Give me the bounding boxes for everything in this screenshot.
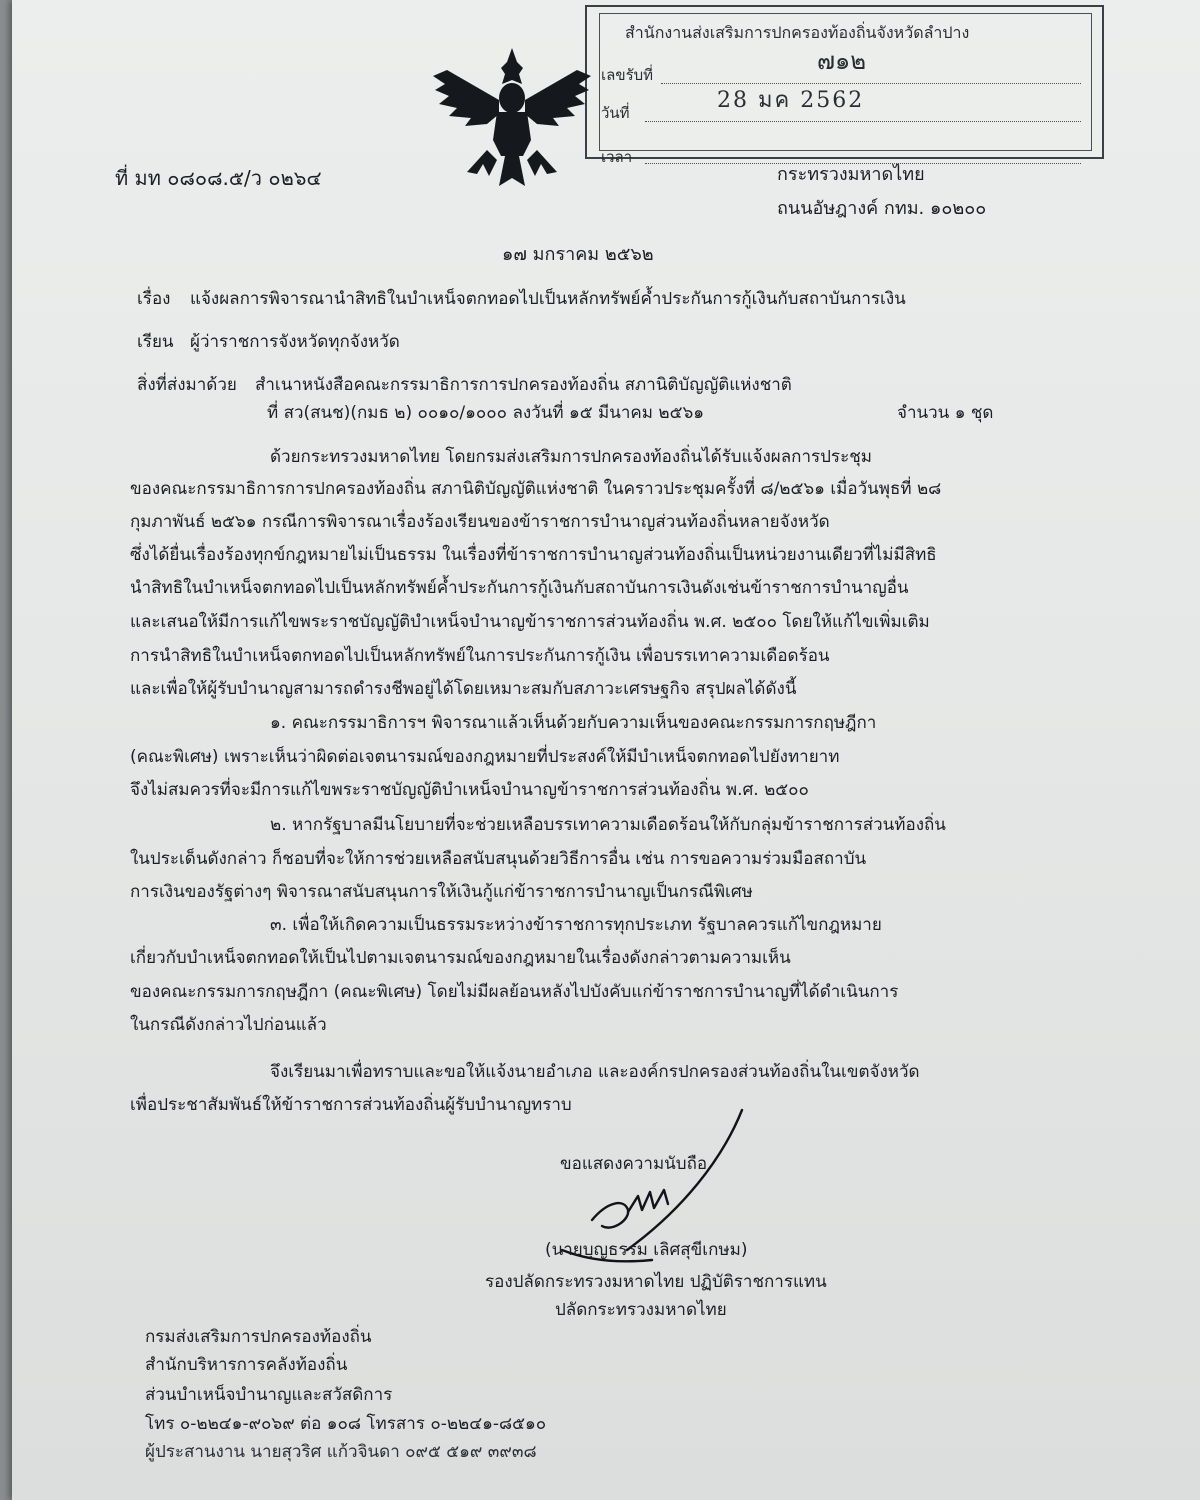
received-stamp [585, 5, 1104, 166]
enclosure-line-1: สำเนาหนังสือคณะกรรมาธิการการปกครองท้องถิ่น สภานิติบัญญัติแห่งชาติ [255, 375, 792, 395]
to-text: ผู้ว่าราชการจังหวัดทุกจังหวัด [190, 332, 400, 352]
point-3-line: เกี่ยวกับบำเหน็จตกทอดให้เป็นไปตามเจตนารมณ์ของกฎหมายในเรื่องดังกล่าวตามความเห็น [130, 948, 791, 968]
point-2-line: การเงินของรัฐต่างๆ พิจารณาสนับสนุนการให้เงินกู้แก่ข้าราชการบำนาญเป็นกรณีพิเศษ [130, 882, 753, 902]
closing-line: จึงเรียนมาเพื่อทราบและขอให้แจ้งนายอำเภอ และองค์กรปกครองส่วนท้องถิ่นในเขตจังหวัด [270, 1062, 920, 1082]
ministry-name: กระทรวงมหาดไทย [777, 164, 925, 185]
stamp-received-label: เลขรับที่ [601, 66, 654, 84]
body-intro-line: กุมภาพันธ์ ๒๕๖๑ กรณีการพิจารณาเรื่องร้องเรียนของข้าราชการบำนาญส่วนท้องถิ่นหลายจังหวัด [130, 512, 830, 532]
enclosure-label: สิ่งที่ส่งมาด้วย [137, 375, 237, 395]
body-intro-line: ของคณะกรรมาธิการการปกครองท้องถิ่น สภานิติบัญญัติแห่งชาติ ในคราวประชุมครั้งที่ ๘/๒๕๖๑ เมื่อวันพุธที่ ๒๘ [130, 479, 942, 499]
signer-position-1: รองปลัดกระทรวงมหาดไทย ปฏิบัติราชการแทน [485, 1272, 827, 1292]
point-3-line: ๓. เพื่อให้เกิดความเป็นธรรมระหว่างข้าราชการทุกประเภท รัฐบาลควรแก้ไขกฎหมาย [270, 915, 882, 935]
subject-label: เรื่อง [137, 289, 171, 309]
letter-date: ๑๗ มกราคม ๒๕๖๒ [502, 244, 654, 265]
point-1-line: จึงไม่สมควรที่จะมีการแก้ไขพระราชบัญญัติบำเหน็จบำนาญข้าราชการส่วนท้องถิ่น พ.ศ. ๒๕๐๐ [130, 780, 809, 800]
document-number: ที่ มท ๐๘๐๘.๕/ว ๐๒๖๔ [115, 166, 322, 190]
point-3-line: ของคณะกรรมการกฤษฎีกา (คณะพิเศษ) โดยไม่มีผลย้อนหลังไปบังคับแก่ข้าราชการบำนาญที่ได้ดำเนินการ [130, 982, 899, 1002]
footer-phone: โทร ๐-๒๒๔๑-๙๐๖๙ ต่อ ๑๐๘ โทรสาร ๐-๒๒๔๑-๘๕๑๐ [145, 1414, 547, 1434]
signer-name: (นายบุญธรรม เลิศสุขีเกษม) [545, 1240, 748, 1260]
closing-line: เพื่อประชาสัมพันธ์ให้ข้าราชการส่วนท้องถิ่นผู้รับบำนาญทราบ [130, 1095, 572, 1115]
footer-department: กรมส่งเสริมการปกครองท้องถิ่น [145, 1327, 372, 1347]
enclosure-line-2: ที่ สว(สนช)(กมธ ๒) ๐๐๑๐/๑๐๐๐ ลงวันที่ ๑๕ มีนาคม ๒๕๖๑ [267, 403, 705, 423]
handwritten-signature [532, 1100, 792, 1290]
body-intro-line: ด้วยกระทรวงมหาดไทย โดยกรมส่งเสริมการปกครองท้องถิ่นได้รับแจ้งผลการประชุม [270, 447, 872, 467]
signer-position-2: ปลัดกระทรวงมหาดไทย [555, 1300, 727, 1320]
stamp-date-label: วันที่ [601, 104, 630, 122]
garuda-emblem-icon [427, 40, 597, 190]
stamp-date-value: 28 มค 2562 [717, 88, 865, 113]
point-2-line: ๒. หากรัฐบาลมีนโยบายที่จะช่วยเหลือบรรเทาความเดือดร้อนให้กับกลุ่มข้าราชการส่วนท้องถิ่น [270, 815, 946, 835]
footer-section: ส่วนบำเหน็จบำนาญและสวัสดิการ [145, 1385, 393, 1405]
body-intro-line: ซึ่งได้ยื่นเรื่องร้องทุกข์กฎหมายไม่เป็นธรรม ในเรื่องที่ข้าราชการบำนาญส่วนท้องถิ่นเป็นหน่วยงานเดียวที่ไม่มีสิทธิ [130, 545, 937, 565]
point-1-line: (คณะพิเศษ) เพราะเห็นว่าผิดต่อเจตนารมณ์ของกฎหมายที่ประสงค์ให้มีบำเหน็จตกทอดไปยังทายาท [130, 747, 840, 767]
regards-text: ขอแสดงความนับถือ [560, 1154, 708, 1174]
body-intro-line: และเสนอให้มีการแก้ไขพระราชบัญญัติบำเหน็จบำนาญข้าราชการส่วนท้องถิ่น พ.ศ. ๒๕๐๐ โดยให้แก้ไขเพิ่มเติม [130, 612, 930, 632]
stamp-received-line [661, 83, 1081, 84]
enclosure-count: จำนวน ๑ ชุด [897, 403, 994, 423]
footer-bureau: สำนักบริหารการคลังท้องถิ่น [145, 1355, 348, 1375]
stamp-time-label: เวลา [601, 148, 633, 166]
body-intro-line: การนำสิทธิในบำเหน็จตกทอดไปเป็นหลักทรัพย์ในการประกันการกู้เงิน เพื่อบรรเทาความเดือดร้อน [130, 646, 830, 666]
stamp-date-line [645, 121, 1081, 122]
point-2-line: ในประเด็นดังกล่าว ก็ชอบที่จะให้การช่วยเหลือสนับสนุนด้วยวิธีการอื่น เช่น การขอความร่วมมือสถาบัน [130, 849, 867, 869]
point-1-line: ๑. คณะกรรมาธิการฯ พิจารณาแล้วเห็นด้วยกับความเห็นของคณะกรรมการกฤษฎีกา [270, 713, 877, 733]
body-intro-line: นำสิทธิในบำเหน็จตกทอดไปเป็นหลักทรัพย์ค้ำประกันการกู้เงินกับสถาบันการเงินดังเช่นข้าราชการบำนาญอื่น [130, 578, 909, 598]
footer-coordinator: ผู้ประสานงาน นายสุวริศ แก้วจินดา ๐๙๕ ๕๑๙ ๓๙๓๘ [145, 1442, 537, 1462]
stamp-office: สำนักงานส่งเสริมการปกครองท้องถิ่นจังหวัดลำปาง [625, 23, 970, 42]
point-3-line: ในกรณีดังกล่าวไปก่อนแล้ว [130, 1015, 327, 1035]
stamp-received-no: ๗๑๒ [817, 47, 867, 75]
ministry-address: ถนนอัษฎางค์ กทม. ๑๐๒๐๐ [777, 198, 987, 219]
letter-page [12, 0, 1200, 1500]
to-label: เรียน [137, 332, 174, 352]
subject-text: แจ้งผลการพิจารณานำสิทธิในบำเหน็จตกทอดไปเป็นหลักทรัพย์ค้ำประกันการกู้เงินกับสถาบันการเงิน [190, 289, 906, 309]
body-intro-line: และเพื่อให้ผู้รับบำนาญสามารถดำรงชีพอยู่ได้โดยเหมาะสมกับสภาวะเศรษฐกิจ สรุปผลได้ดังนี้ [130, 679, 797, 699]
